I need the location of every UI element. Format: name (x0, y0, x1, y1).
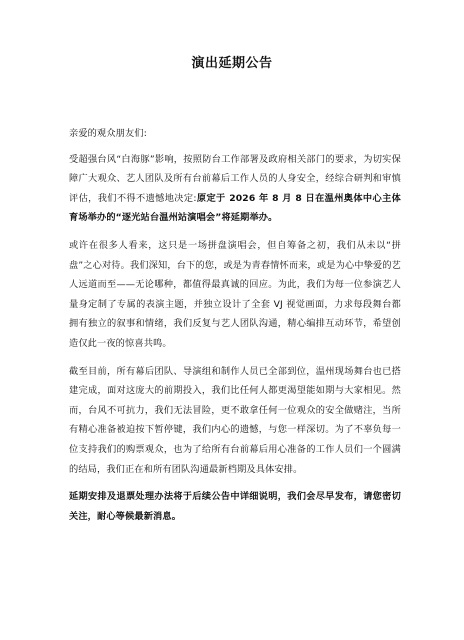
paragraph-preparation: 或许在很多人看来，这只是一场拼盘演唱会，但自筹备之初，我们从未以“拼盘”之心对待。我们深知，台下的您，或是为青春情怀而来，或是为心中挚爱的艺人远道而至——无论哪种，都值得最真诚的回应。为此，我们为每一位参演艺人量身定制了专属的表演主题，并独立设计了全套 VJ 视觉画面，力求每段舞台都拥有独立的叙事和情绪，我们反复与艺人团队沟通，精心编排互动环节，希望创造仅此一夜的惊喜共鸣。 (69, 239, 401, 349)
paragraph-refund-notice: 延期安排及退票处理办法将于后续公告中详细说明，我们会尽早发布，请您密切关注，耐心等候最新消息。 (69, 491, 401, 522)
paragraph-typhoon-text: 受超强台风“白海豚”影响，按照防台工作部署及政府相关部门的要求，为切实保障广大观众、艺人团队及所有台前幕后工作人员的人身安全，经综合研判和审慎评估，我们不得不遗憾地决定: (69, 153, 401, 204)
paragraph-typhoon-notice (69, 150, 401, 228)
paragraph-current-status: 截至目前，所有幕后团队、导演组和制作人员已全部到位，温州现场舞台也已搭建完成，面对这庞大的前期投入，我们比任何人都更渴望能如期与大家相见。然而，台风不可抗力，我们无法冒险，更不敢拿任何一位观众的安全做赌注，当所有精心准备被迫按下暂停键，我们内心的遗憾，与您一样深切。为了不辜负每一位支持我们的购票观众，也为了给所有台前幕后用心准备的工作人员们一个圆满的结局，我们正在和所有团队沟通最新档期及具体安排。 (69, 365, 401, 475)
page-title: 演出延期公告 (191, 56, 273, 71)
announcement-body (69, 124, 401, 526)
greeting: 亲爱的观众朋友们: (69, 128, 147, 139)
postponement-statement: 原定于 2026 年 8 月 8 日在温州奥体中心主体育场举办的“逐光站台温州站演唱会”将延期举办。 (69, 192, 401, 224)
